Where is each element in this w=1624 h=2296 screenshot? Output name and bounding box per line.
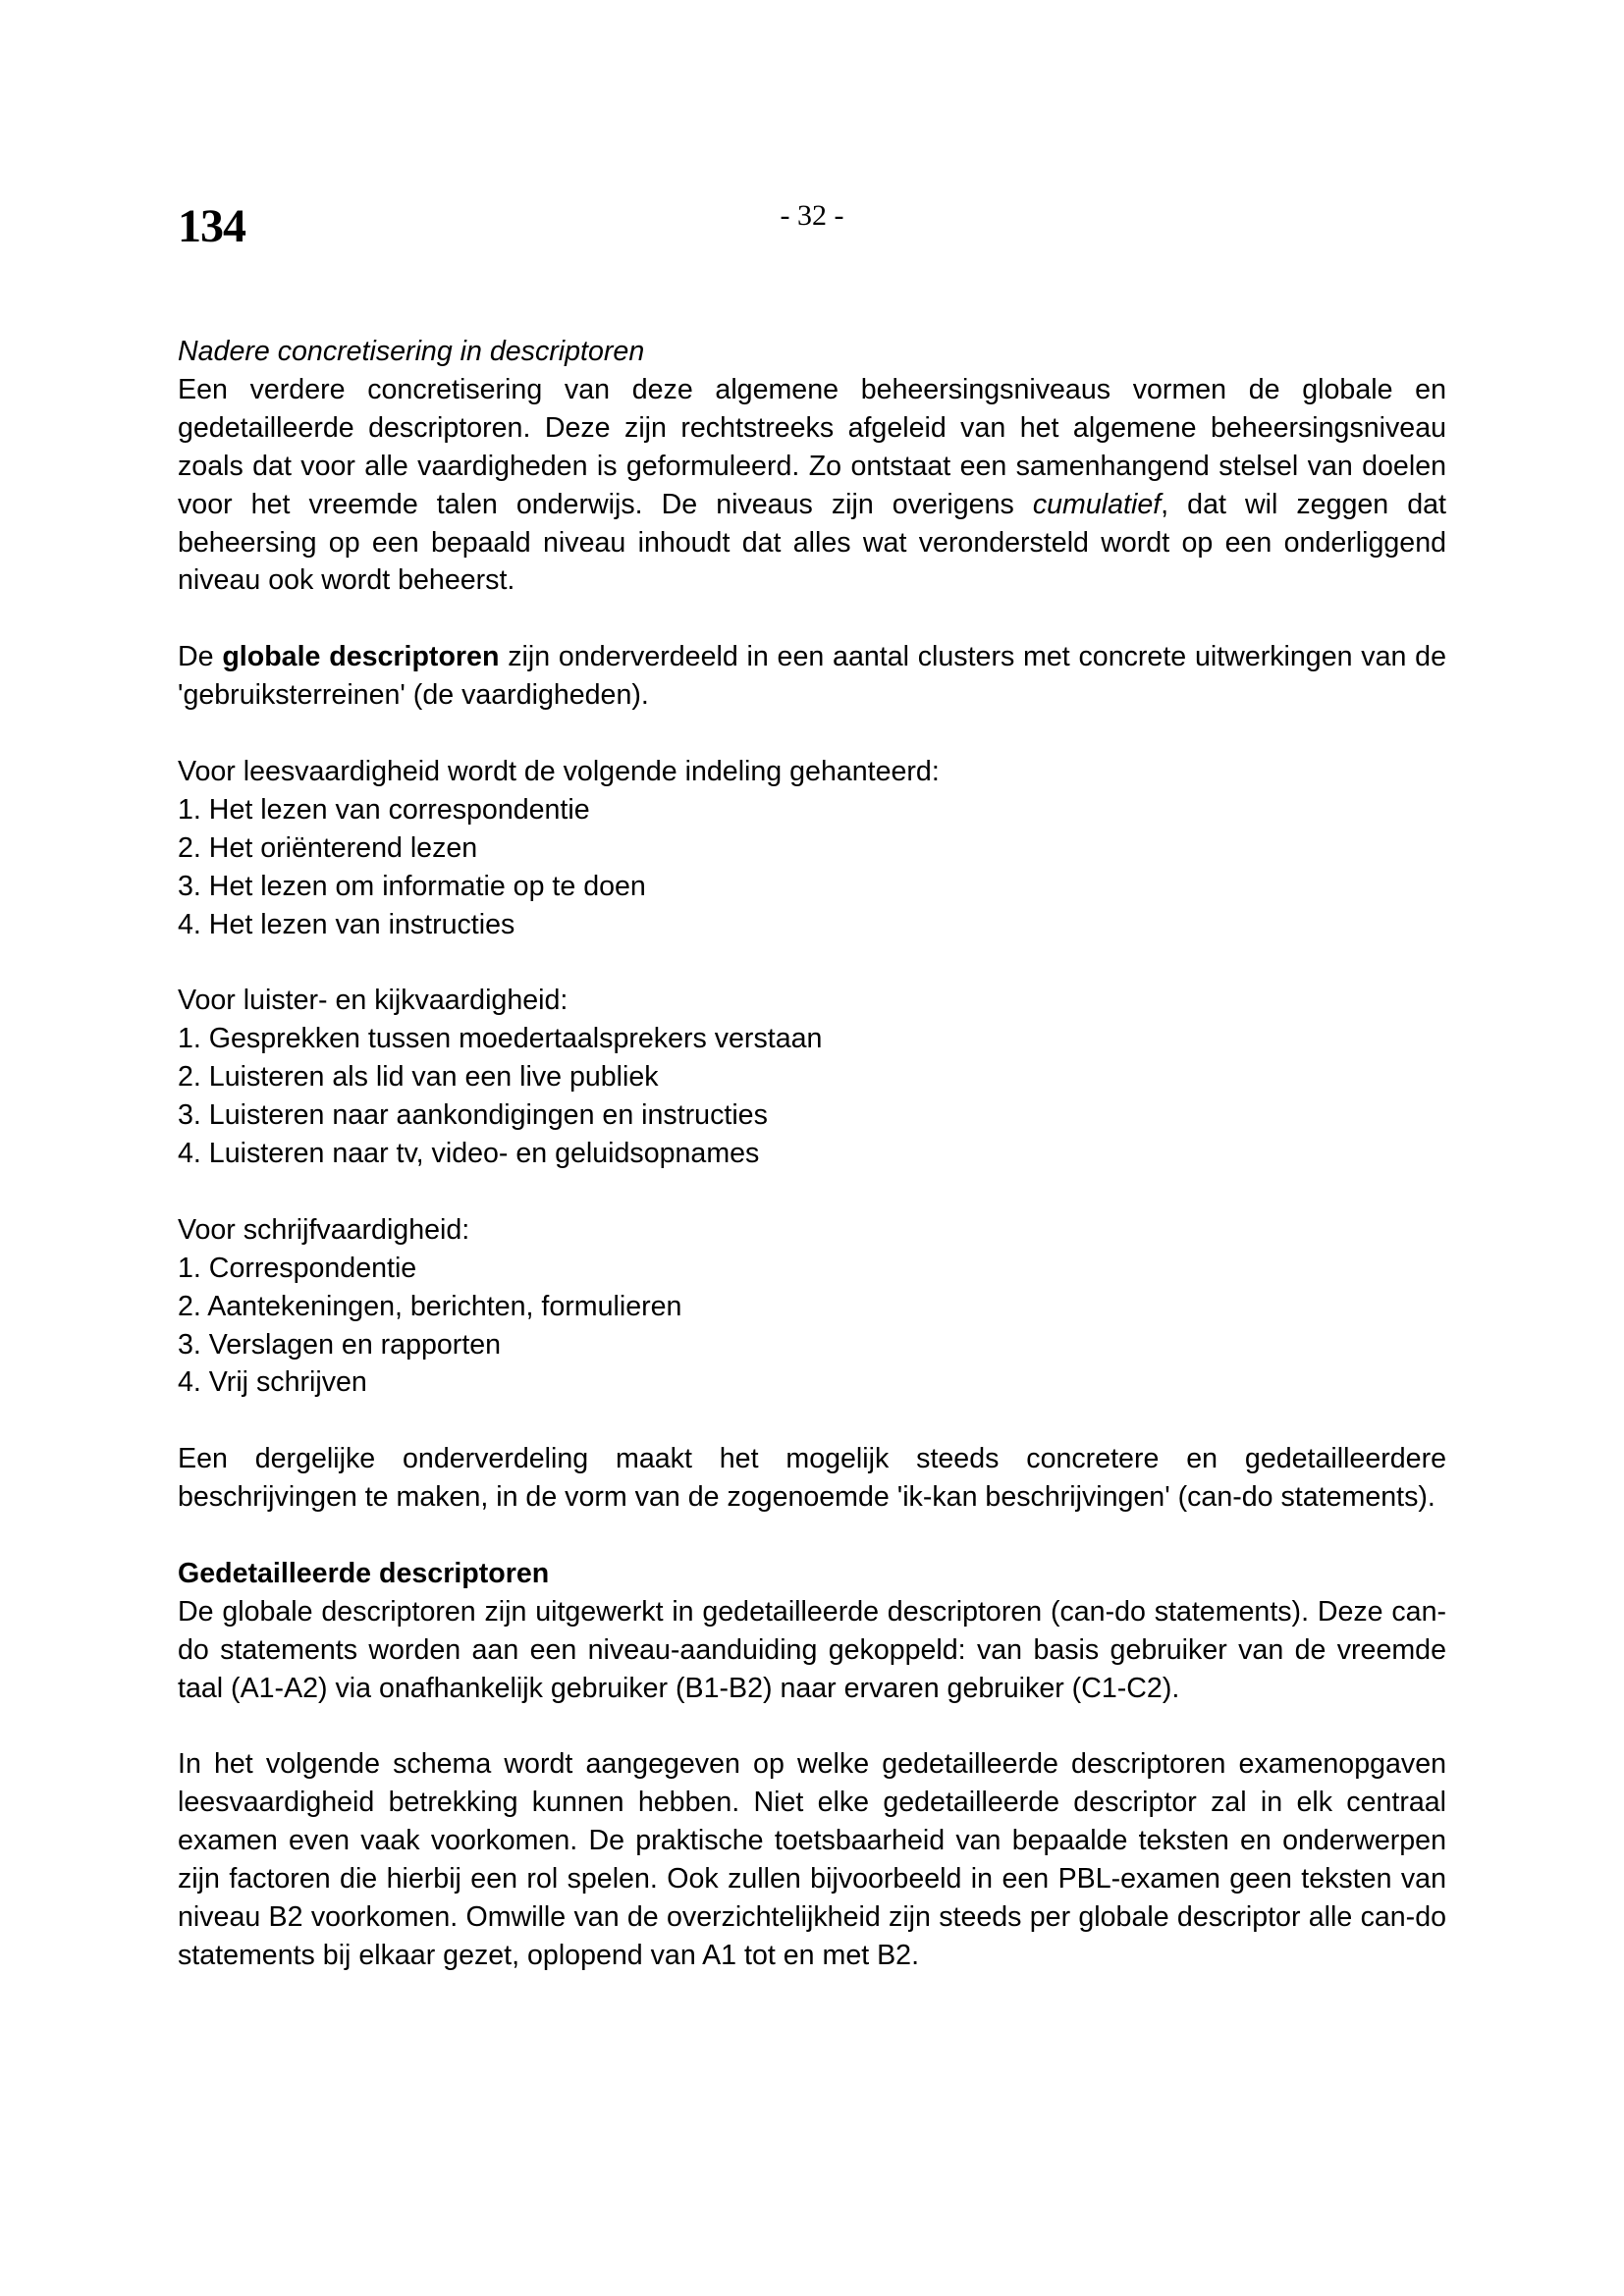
list-item: 2. Het oriënterend lezen — [178, 831, 478, 864]
section-heading-gedetailleerde: Gedetailleerde descriptoren — [178, 1557, 550, 1589]
paragraph-text: zijn onderverdeeld in een aantal clusters met concrete uitwerkingen van de 'gebruiksterreinen' (de vaardigheden). — [178, 641, 1446, 712]
list-item: 3. Het lezen om informatie op te doen — [178, 870, 646, 902]
list-block-luister-kijkvaardigheid — [178, 982, 1446, 1173]
emphasis-cumulatief: cumulatief — [1032, 488, 1162, 520]
list-block-schrijfvaardigheid — [178, 1211, 1446, 1403]
bold-term-globale-descriptoren: globale descriptoren — [222, 641, 500, 673]
paragraph-text: De globale descriptoren zijn uitgewerkt in gedetailleerde descriptoren (can-do statements). Deze can-do statements worden aan een niveau-aanduiding gekoppeld: van basis gebruiker van de vreemde taal (A1-A2) via onafhankelijk gebruiker (B1-B2) naar ervaren gebruiker (C1-C2). — [178, 1595, 1446, 1704]
paragraph-text: Een verdere concretisering van deze algemene beheersingsniveaus vormen de globale en gedetailleerde descriptoren. Deze zijn rechtstreeks afgeleid van het algemene beheersingsniveau zoals dat voor alle vaardigheden is geformuleerd. Zo ontstaat een samenhangend stelsel van doelen voor het vreemde talen onderwijs. De niveaus zijn overigens — [178, 373, 1446, 520]
list-block-leesvaardigheid — [178, 753, 1446, 944]
page-number: - 32 - — [780, 199, 844, 232]
list-item: 1. Correspondentie — [178, 1252, 417, 1284]
document-body — [178, 333, 1446, 2013]
list-item: 1. Het lezen van correspondentie — [178, 793, 590, 826]
section-heading-concretisering: Nadere concretisering in descriptoren — [178, 336, 645, 367]
paragraph-schema: In het volgende schema wordt aangegeven op welke gedetailleerde descriptoren examenopgaven leesvaardigheid betrekking kunnen hebben. Niet elke gedetailleerde descriptor zal in elk centraal examen even vaak voorkomen. De praktische toetsbaarheid van bepaalde teksten en onderwerpen zijn factoren die hierbij een rol spelen. Ook zullen bijvoorbeeld in een PBL-examen geen teksten van niveau B2 voorkomen. Omwille van de overzichtelijkheid zijn steeds per globale descriptor alle can-do statements bij elkaar gezet, oplopend van A1 tot en met B2. — [178, 1748, 1446, 1971]
paragraph-onderverdeling: Een dergelijke onderverdeling maakt het mogelijk steeds concretere en gedetailleerdere beschrijvingen te maken, in de vorm van de zogenoemde 'ik-kan beschrijvingen' (can-do statements). — [178, 1443, 1446, 1514]
section-number: 134 — [178, 200, 245, 252]
list-item: 1. Gesprekken tussen moedertaalsprekers verstaan — [178, 1023, 823, 1055]
list-title: Voor schrijfvaardigheid: — [178, 1213, 470, 1246]
list-item: 4. Het lezen van instructies — [178, 908, 515, 940]
list-title: Voor luister- en kijkvaardigheid: — [178, 985, 568, 1017]
list-item: 4. Vrij schrijven — [178, 1366, 367, 1399]
list-item: 3. Luisteren naar aankondigingen en instructies — [178, 1099, 768, 1132]
paragraph-text: , dat wil zeggen dat beheersing op een bepaald niveau inhoudt dat alles wat verondersteld wordt op een onderliggend niveau ook wordt beheerst. — [178, 488, 1446, 597]
list-title: Voor leesvaardigheid wordt de volgende indeling gehanteerd: — [178, 755, 940, 787]
paragraph-concretisering — [178, 333, 1446, 600]
list-item: 4. Luisteren naar tv, video- en geluidsopnames — [178, 1137, 760, 1169]
list-item: 2. Aantekeningen, berichten, formulieren — [178, 1290, 682, 1322]
list-item: 2. Luisteren als lid van een live publiek — [178, 1061, 659, 1094]
paragraph-globale-descriptoren — [178, 638, 1446, 715]
paragraph-gedetailleerde-descriptoren — [178, 1555, 1446, 1708]
list-item: 3. Verslagen en rapporten — [178, 1328, 502, 1361]
paragraph-text: De — [178, 641, 223, 673]
